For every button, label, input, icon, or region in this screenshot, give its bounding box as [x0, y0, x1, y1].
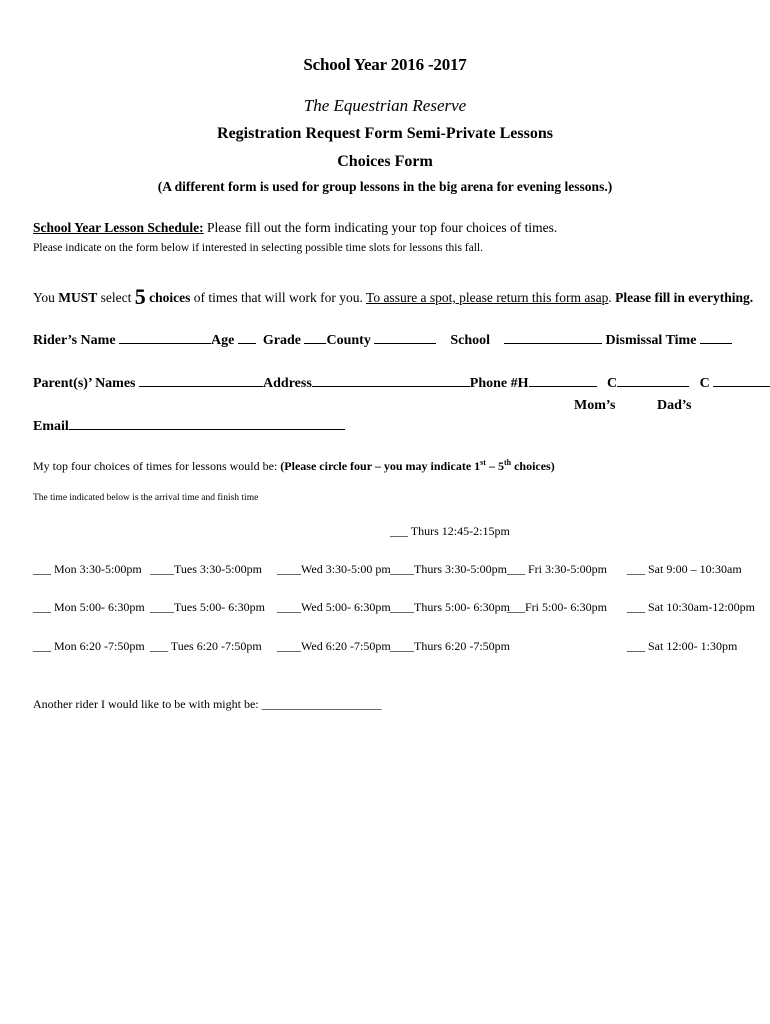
slot-mon-2[interactable]: ___ Mon 5:00- 6:30pm — [33, 600, 145, 614]
schedule-instructions — [33, 220, 557, 236]
parents-names-field[interactable] — [139, 385, 263, 387]
choices-intro-text: My top four choices of times for lessons would be: — [33, 459, 281, 473]
email-label: Email — [33, 419, 69, 434]
arrival-note: The time indicated below is the arrival time and finish time — [33, 493, 259, 503]
choices-circle-text: (Please circle four – you may indicate 1 — [280, 459, 481, 473]
must-text-period: . — [608, 290, 616, 305]
email-field[interactable] — [69, 428, 345, 430]
cell-mom-label: C — [607, 376, 618, 391]
must-text-you: You — [33, 290, 59, 305]
dismissal-label: Dismissal Time — [605, 333, 697, 348]
choices-dash-text: – 5 — [485, 459, 504, 473]
rider-info-line — [33, 333, 732, 349]
slot-thurs-early[interactable]: ___ Thurs 12:45-2:15pm — [390, 524, 510, 538]
slot-thurs-1[interactable]: ____Thurs 3:30-5:00pm — [390, 562, 507, 576]
slot-thurs-3[interactable]: ____Thurs 6:20 -7:50pm — [390, 639, 510, 653]
age-field[interactable] — [238, 342, 256, 344]
address-label: Address — [263, 376, 312, 391]
form-title: Registration Request Form Semi-Private Lessons — [217, 125, 553, 142]
slot-tues-1[interactable]: ____Tues 3:30-5:00pm — [150, 562, 262, 576]
slot-fri-2[interactable]: ___Fri 5:00- 6:30pm — [507, 600, 608, 614]
choices-st-sup: st — [480, 458, 486, 467]
choices-end-text: choices) — [511, 459, 555, 473]
slot-sat-1[interactable]: ___ Sat 9:00 – 10:30am — [627, 562, 742, 576]
form-note: (A different form is used for group lessons in the big arena for evening lessons.) — [157, 179, 613, 194]
indicate-note: Please indicate on the form below if interested in selecting possible time slots for lessons this fall. — [33, 242, 484, 254]
phone-home-field[interactable] — [529, 385, 597, 387]
cell-mom-field[interactable] — [617, 385, 689, 387]
riders-name-label: Rider’s Name — [33, 333, 116, 348]
slot-thurs-2[interactable]: ____Thurs 5:00- 6:30pm — [390, 600, 510, 614]
must-text-must: MUST — [58, 290, 98, 305]
slot-wed-3[interactable]: ____Wed 6:20 -7:50pm — [277, 639, 391, 653]
slot-fri-1[interactable]: ___ Fri 3:30-5:00pm — [507, 562, 608, 576]
form-subtitle: Choices Form — [337, 153, 433, 170]
must-select-line — [33, 284, 753, 310]
moms-label: Mom’s — [574, 398, 616, 413]
org-name: The Equestrian Reserve — [303, 96, 467, 115]
school-field[interactable] — [504, 342, 602, 344]
dismissal-field[interactable] — [700, 342, 732, 344]
must-text-choices: choices — [145, 290, 191, 305]
riders-name-field[interactable] — [119, 342, 211, 344]
county-label: County — [326, 333, 371, 348]
slot-tues-3[interactable]: ___ Tues 6:20 -7:50pm — [150, 639, 262, 653]
slot-sat-2[interactable]: ___ Sat 10:30am-12:00pm — [627, 600, 755, 614]
slot-mon-3[interactable]: ___ Mon 6:20 -7:50pm — [33, 639, 145, 653]
slot-tues-2[interactable]: ____Tues 5:00- 6:30pm — [150, 600, 265, 614]
grade-field[interactable] — [304, 342, 326, 344]
phone-home-label: Phone #H — [469, 376, 529, 391]
age-label: Age — [211, 333, 235, 348]
must-text-of-times: of times that will work for you. — [190, 290, 367, 305]
school-label: School — [450, 333, 491, 348]
schedule-label: School Year Lesson Schedule: — [33, 220, 204, 235]
choices-th-sup: th — [503, 458, 512, 467]
choices-intro — [33, 458, 555, 474]
school-year-heading: School Year 2016 -2017 — [303, 55, 467, 74]
cell-dad-field[interactable] — [713, 385, 770, 387]
schedule-text: Please fill out the form indicating your top four choices of times. — [203, 220, 558, 235]
must-text-assure: To assure a spot, please return this form asap — [366, 290, 609, 305]
slot-wed-1[interactable]: ____Wed 3:30-5:00 pm — [277, 562, 391, 576]
slot-wed-2[interactable]: ____Wed 5:00- 6:30pm — [277, 600, 391, 614]
another-rider-line[interactable]: Another rider I would like to be with might be: ____________________ — [33, 697, 382, 711]
county-field[interactable] — [374, 342, 436, 344]
email-line — [33, 419, 345, 435]
address-field[interactable] — [312, 385, 470, 387]
grade-label: Grade — [262, 333, 301, 348]
must-number-five: 5 — [134, 284, 146, 309]
cell-dad-label: C — [699, 376, 710, 391]
must-text-fill: Please fill in everything. — [615, 290, 754, 305]
slot-mon-1[interactable]: ___ Mon 3:30-5:00pm — [33, 562, 142, 576]
parent-info-line — [33, 376, 770, 392]
dads-label: Dad’s — [657, 398, 692, 413]
parents-names-label: Parent(s)’ Names — [33, 376, 136, 391]
slot-sat-3[interactable]: ___ Sat 12:00- 1:30pm — [627, 639, 738, 653]
must-text-select: select — [97, 290, 135, 305]
